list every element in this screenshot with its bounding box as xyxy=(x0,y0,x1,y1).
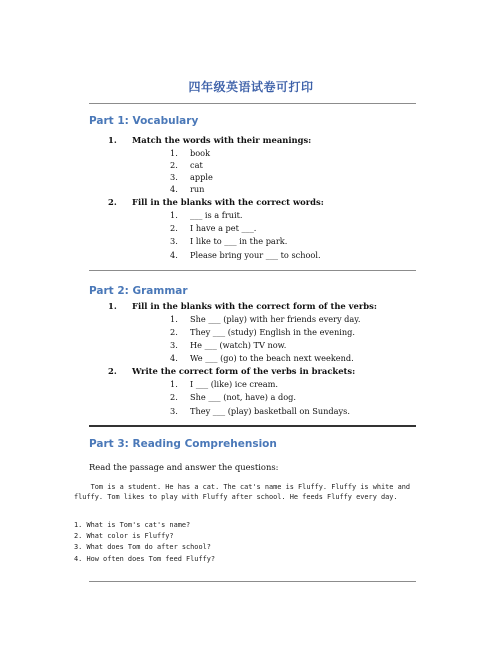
list-item xyxy=(170,250,321,260)
item-text: She ___ (play) with her friends every day. xyxy=(190,314,361,324)
item-number: 3. xyxy=(170,172,178,182)
reading-question: 4. How often does Tom feed Fluffy? xyxy=(74,555,216,563)
item-text: They ___ (study) English in the evening. xyxy=(190,327,355,337)
item-text: They ___ (play) basketball on Sundays. xyxy=(190,406,350,416)
part2-question-2 xyxy=(108,366,355,376)
item-number: 2. xyxy=(170,160,178,170)
item-text: run xyxy=(190,184,205,194)
reading-instructions: Read the passage and answer the questions: xyxy=(89,462,279,472)
divider xyxy=(89,270,416,271)
list-item xyxy=(170,210,243,220)
part2-question-1 xyxy=(108,301,377,311)
part1-question-2 xyxy=(108,197,324,207)
item-number: 1. xyxy=(170,314,178,324)
list-item xyxy=(170,353,354,363)
document-title: 四年级英语试卷可打印 xyxy=(188,80,314,94)
divider xyxy=(89,425,416,427)
list-item xyxy=(170,223,256,233)
list-item xyxy=(170,314,360,324)
list-item xyxy=(170,184,204,194)
question-text: Fill in the blanks with the correct form of the verbs: xyxy=(132,301,377,311)
list-item xyxy=(170,148,210,158)
item-number: 1. xyxy=(170,379,178,389)
item-text: cat xyxy=(190,160,203,170)
item-text: book xyxy=(190,148,211,158)
part2-heading: Part 2: Grammar xyxy=(89,285,188,297)
item-text: We ___ (go) to the beach next weekend. xyxy=(190,353,354,363)
list-item xyxy=(170,327,355,337)
item-text: apple xyxy=(190,172,213,182)
question-text: Fill in the blanks with the correct words: xyxy=(132,197,324,207)
item-text: I ___ (like) ice cream. xyxy=(190,379,278,389)
item-text: I have a pet ___. xyxy=(190,223,257,233)
question-text: Match the words with their meanings: xyxy=(132,135,312,145)
divider xyxy=(89,581,416,582)
item-number: 3. xyxy=(170,340,178,350)
item-text: She ___ (not, have) a dog. xyxy=(190,392,297,402)
part1-question-1 xyxy=(108,135,311,145)
item-number: 2. xyxy=(170,392,178,402)
item-number: 4. xyxy=(170,353,178,363)
item-number: 4. xyxy=(170,184,178,194)
item-number: 3. xyxy=(170,406,178,416)
list-item xyxy=(170,379,278,389)
list-item xyxy=(170,406,350,416)
reading-question: 3. What does Tom do after school? xyxy=(74,543,211,551)
list-item xyxy=(170,392,296,402)
part1-heading: Part 1: Vocabulary xyxy=(89,115,199,127)
item-text: He ___ (watch) TV now. xyxy=(190,340,287,350)
list-item xyxy=(170,340,286,350)
list-item xyxy=(170,172,213,182)
item-number: 2. xyxy=(170,327,178,337)
reading-question: 1. What is Tom's cat's name? xyxy=(74,521,191,529)
item-text: Please bring your ___ to school. xyxy=(190,250,321,260)
item-number: 4. xyxy=(170,250,178,260)
reading-passage: Tom is a student. He has a cat. The cat's name is Fluffy. Fluffy is white and fluffy. Tom likes to play with Fluffy after school. He feeds Fluffy every day. xyxy=(74,483,415,501)
item-number: 1. xyxy=(170,210,178,220)
list-item xyxy=(170,236,287,246)
question-number: 1. xyxy=(108,301,117,311)
list-item xyxy=(170,160,203,170)
item-number: 1. xyxy=(170,148,178,158)
reading-question: 2. What color is Fluffy? xyxy=(74,532,174,540)
part3-heading: Part 3: Reading Comprehension xyxy=(89,438,277,450)
item-text: ___ is a fruit. xyxy=(190,210,243,220)
question-number: 1. xyxy=(108,135,117,145)
question-text: Write the correct form of the verbs in brackets: xyxy=(132,366,356,376)
question-number: 2. xyxy=(108,197,117,207)
item-text: I like to ___ in the park. xyxy=(190,236,288,246)
question-number: 2. xyxy=(108,366,117,376)
item-number: 3. xyxy=(170,236,178,246)
divider xyxy=(89,103,416,104)
item-number: 2. xyxy=(170,223,178,233)
